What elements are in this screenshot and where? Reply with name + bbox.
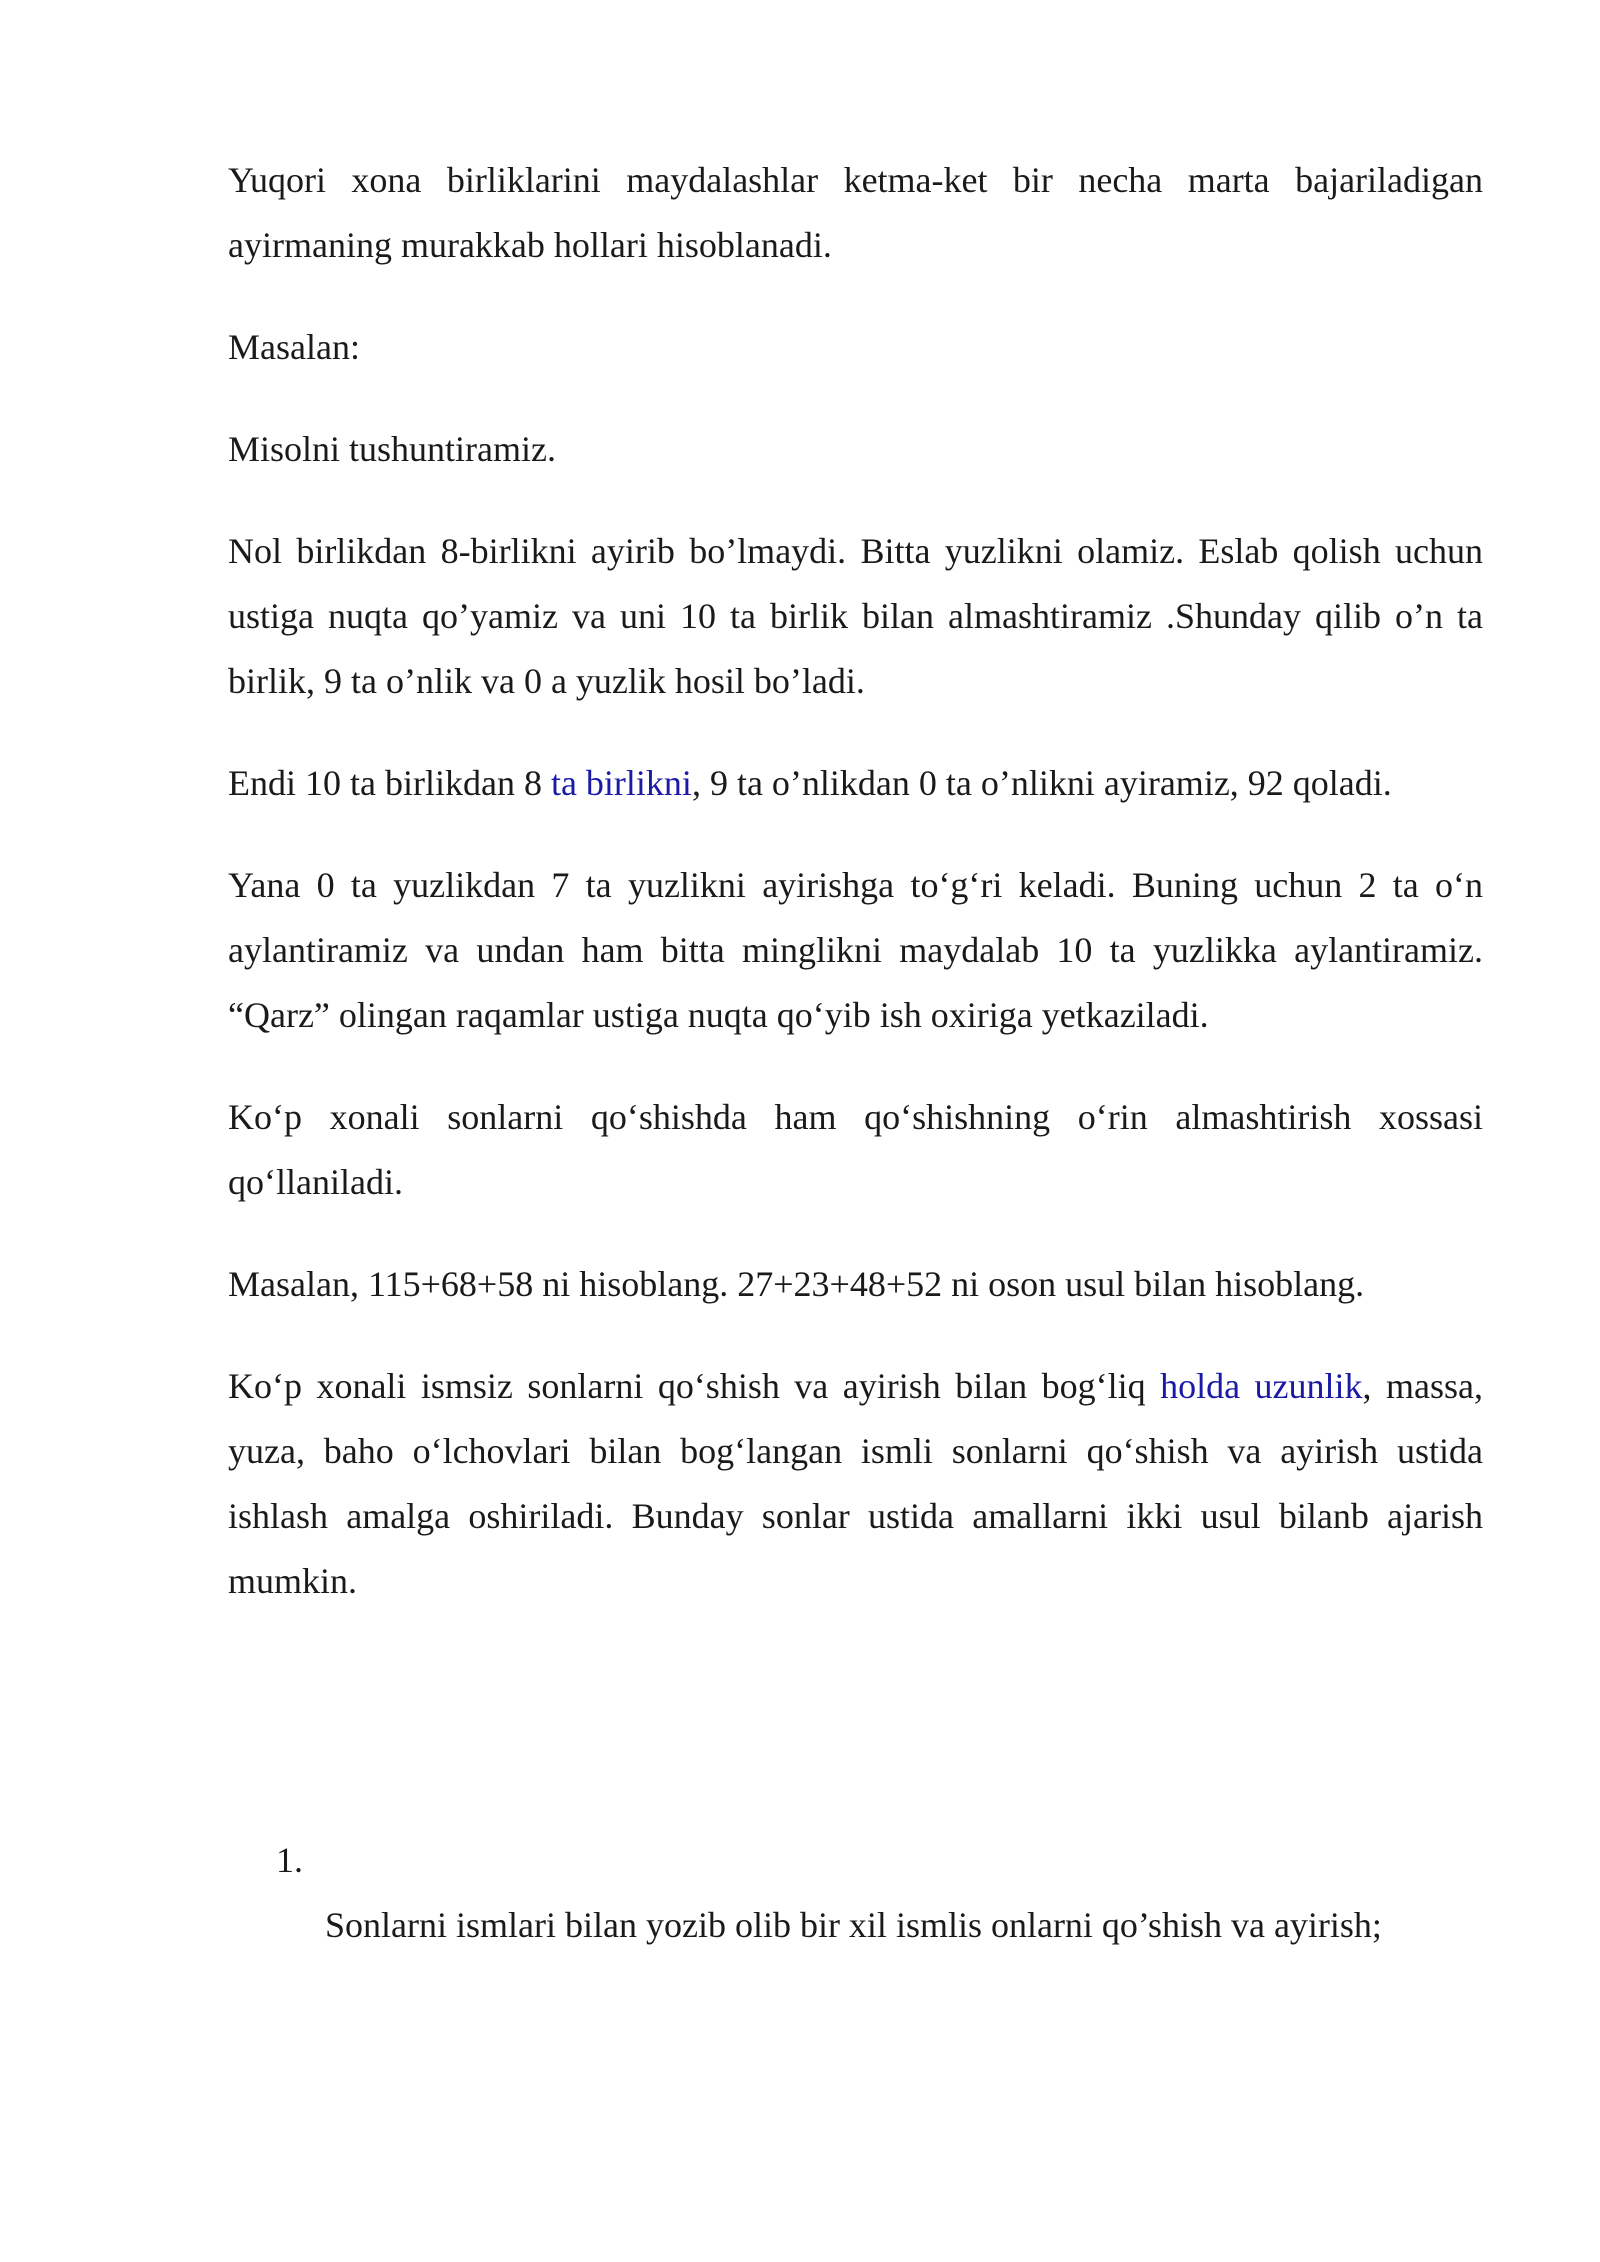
paragraph-intro: Yuqori xona birliklarini maydalashlar ketma-ket bir necha marta bajariladigan ayirmaning murakkab hollari hisoblanadi.	[228, 160, 1483, 265]
paragraph-subtract-units-after: , 9 ta o’nlikdan 0 ta o’nlikni ayiramiz, 92 qoladi.	[691, 763, 1392, 803]
paragraph-example-sums: Masalan, 115+68+58 ni hisoblang. 27+23+48+52 ni oson usul bilan hisoblang.	[228, 1264, 1365, 1304]
paragraph-named-numbers-after: , massa, yuza, baho o‘lchovlari bilan bog‘langan ismli sonlarni qo‘shish va ayirish ustida ishlash amalga oshiriladi. Bunday sonlar ustida amallarni ikki usul bilanb ajarish mumkin.	[228, 1366, 1483, 1601]
paragraph-named-numbers	[228, 1354, 1483, 1614]
paragraph-hundreds: Yana 0 ta yuzlikdan 7 ta yuzlikni ayirishga to‘g‘ri keladi. Buning uchun 2 ta o‘n aylantiramiz va undan ham bitta minglikni maydalab 10 ta yuzlikka aylantiramiz. “Qarz” olingan raqamlar ustiga nuqta qo‘yib ish oxiriga yetkaziladi.	[228, 865, 1483, 1035]
link-ta-birlikni[interactable]: ta birlikni	[550, 763, 692, 803]
document-body	[228, 148, 1483, 1651]
paragraph-zero-units: Nol birlikdan 8-birlikni ayirib bo’lmaydi. Bitta yuzlikni olamiz. Eslab qolish uchun ustiga nuqta qo’yamiz va uni 10 ta birlik bilan almashtiramiz .Shunday qilib o’n ta birlik, 9 ta o’nlik va 0 a yuzlik hosil bo’ladi.	[228, 531, 1483, 701]
paragraph-example-label: Masalan:	[228, 327, 360, 367]
list-item-text: Sonlarni ismlari bilan yozib olib bir xil ismlis onlarni qo’shish va ayirish;	[325, 1905, 1382, 1945]
paragraph-explain: Misolni tushuntiramiz.	[228, 429, 556, 469]
link-holda-uzunlik[interactable]: holda uzunlik	[1160, 1366, 1363, 1406]
paragraph-subtract-units-before: Endi 10 ta birlikdan 8	[228, 763, 551, 803]
numbered-list	[228, 1828, 1483, 1958]
paragraph-subtract-units	[228, 751, 1483, 816]
paragraph-commutative: Ko‘p xonali sonlarni qo‘shishda ham qo‘shishning o‘rin almashtirish xossasi qo‘llaniladi.	[228, 1097, 1483, 1202]
paragraph-named-numbers-before: Ko‘p xonali ismsiz sonlarni qo‘shish va ayirish bilan bog‘liq	[228, 1366, 1161, 1406]
list-item-number: 1.	[276, 1840, 303, 1880]
